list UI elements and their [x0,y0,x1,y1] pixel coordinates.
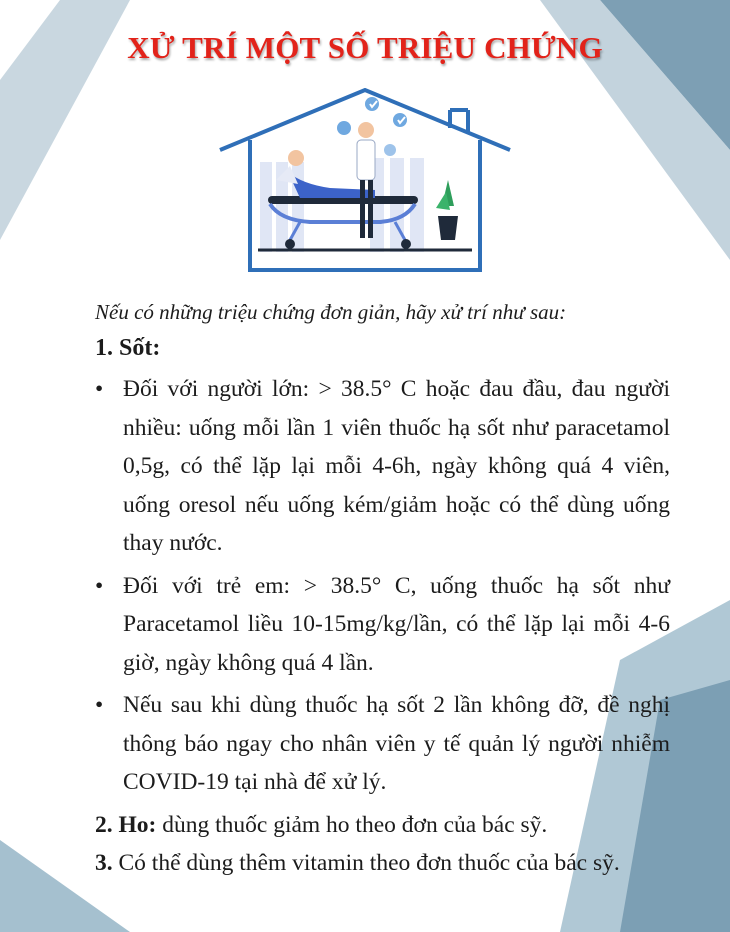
bullet-icon: • [95,692,104,718]
bullet-text: Nếu sau khi dùng thuốc hạ sốt 2 lần không đỡ, đề nghị thông báo ngay cho nhân viên y tế quản lý người nhiễm COVID-19 tại nhà để xử lý. [123,692,670,795]
section-1-heading: 1. Sốt: [95,335,161,361]
section-3-text: Có thể dùng thêm vitamin theo đơn thuốc của bác sỹ. [118,849,620,876]
content-body [95,300,670,882]
list-item [95,686,670,802]
bullet-text: Đối với trẻ em: > 38.5° C, uống thuốc hạ sốt như Paracetamol liều 10-15mg/kg/lần, có thể lặp lại mỗi 4-6 giờ, ngày không quá 4 lần. [123,572,670,676]
list-item [95,567,670,683]
house-doctor-patient-icon [210,88,520,278]
section-3-label: 3. [95,849,113,876]
bullet-text: Đối với người lớn: > 38.5° C hoặc đau đầu, đau người nhiều: uống mỗi lần 1 viên thuốc hạ sốt như paracetamol 0,5g, có thể lặp lại mỗi 4-6h, ngày không quá 4 viên, uống oresol nếu uống kém/giảm hoặc có thể dùng uống thay nước. [123,376,670,556]
section-3 [95,844,670,882]
intro-text: Nếu có những triệu chứng đơn giản, hãy xử trí như sau: [95,300,567,324]
section-2-text: dùng thuốc giảm ho theo đơn của bác sỹ. [162,811,548,838]
list-item [95,370,670,563]
bullet-icon: • [95,572,104,599]
bullet-icon: • [95,376,104,402]
page-title: XỬ TRÍ MỘT SỐ TRIỆU CHỨNG [127,30,603,65]
section-2 [95,806,670,844]
section-2-label: 2. Ho: [95,811,157,838]
